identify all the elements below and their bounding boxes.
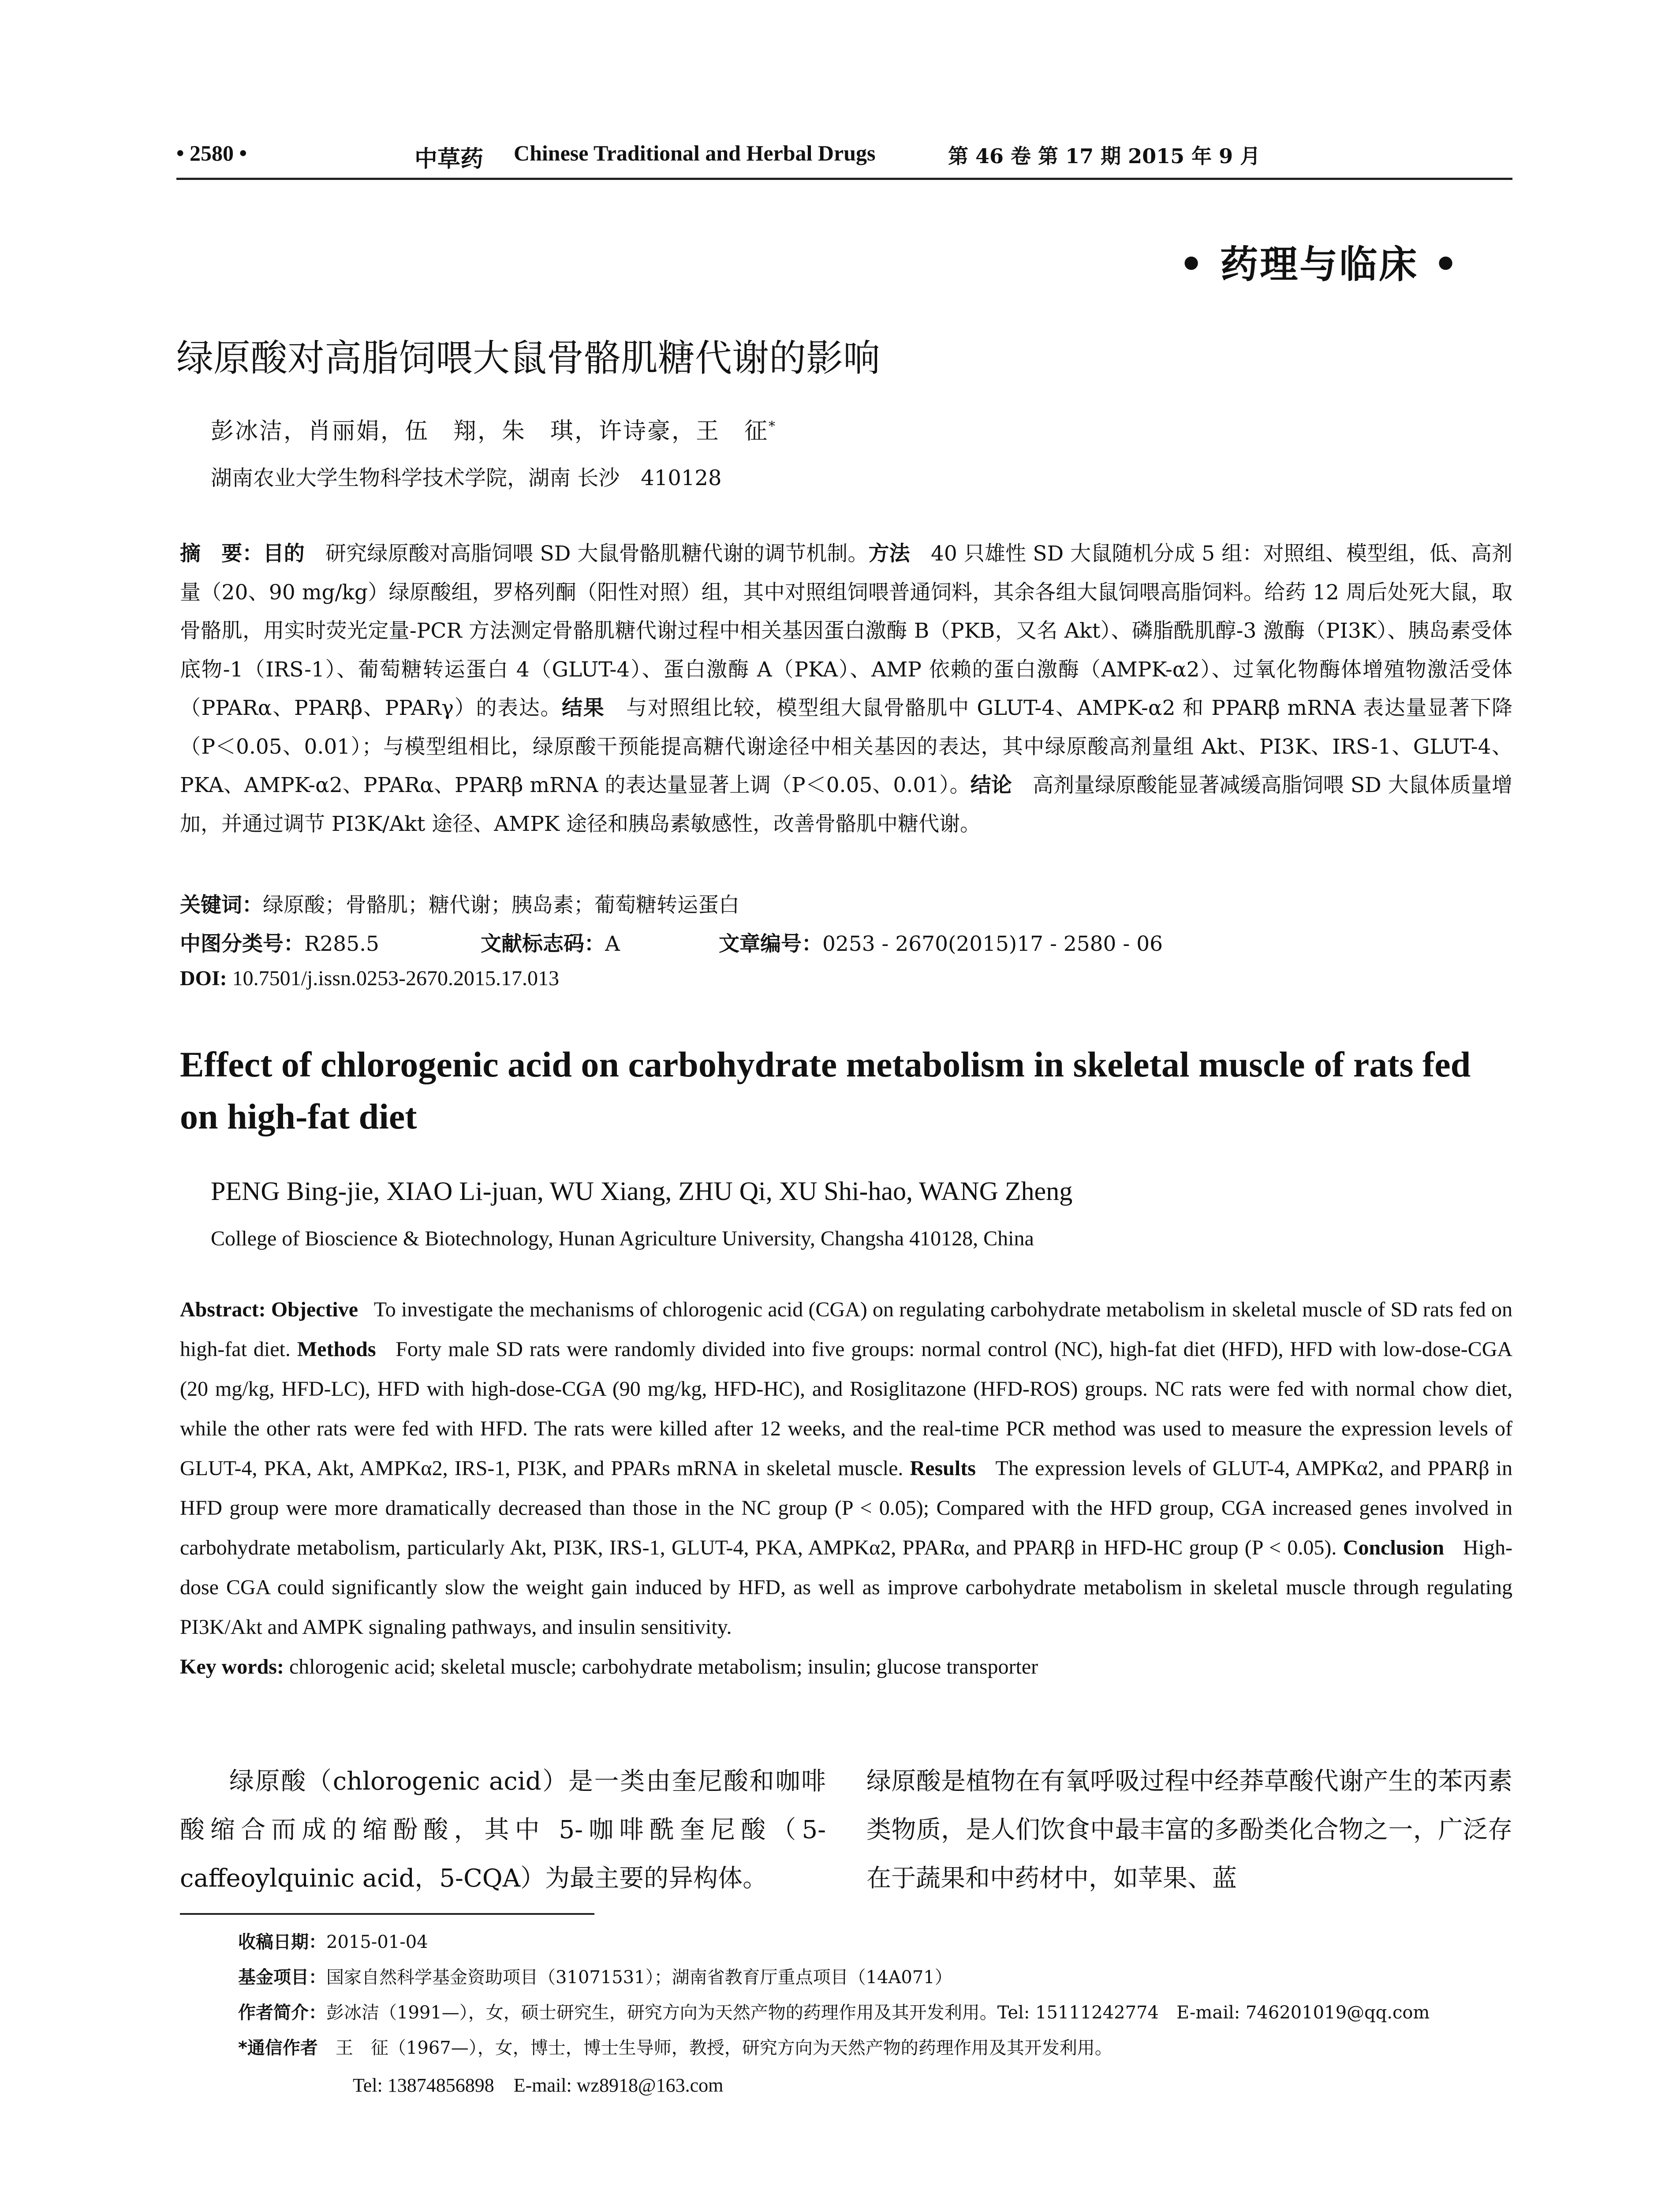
journal-name-cn: 中草药 xyxy=(414,146,484,172)
footnote-received xyxy=(238,1928,428,1953)
cn-keywords-label: 关键词： xyxy=(180,893,263,917)
en-authors: PENG Bing-jie, XIAO Li-juan, WU Xiang, ZHU Qi, XU Shi-hao, WANG Zheng xyxy=(211,1177,1073,1206)
footnote-corresponding xyxy=(238,2034,1113,2059)
journal-issue: 第 46 卷 第 17 期 2015 年 9 月 xyxy=(948,144,1261,168)
footnote-rule xyxy=(180,1913,594,1915)
en-keywords: chlorogenic acid; skeletal muscle; carbohydrate metabolism; insulin; glucose transporter xyxy=(289,1655,1038,1678)
en-title: Effect of chlorogenic acid on carbohydrate metabolism in skeletal muscle of rats fed on high-fat diet xyxy=(180,1044,1471,1136)
cn-clc-value: R285.5 xyxy=(304,932,379,956)
cn-doccode-label: 文献标志码： xyxy=(481,932,605,956)
en-abstract-label: Abstract: xyxy=(180,1298,266,1321)
cn-article-no-value: 0253 - 2670(2015)17 - 2580 - 06 xyxy=(822,932,1163,956)
body-column-left: 绿原酸（chlorogenic acid）是一类由奎尼酸和咖啡酸缩合而成的缩酚酸，其中 5-咖啡酰奎尼酸（5-caffeoylquinic acid，5-CQA）为最主要的异构体。 xyxy=(180,1767,826,1893)
doi-value[interactable]: 10.7501/j.issn.0253-2670.2015.17.013 xyxy=(232,967,560,990)
en-methods: Forty male SD rats were randomly divided into five groups: normal control (NC), high-fat diet (HFD), HFD with low-dose-CGA (20 mg/kg, HFD-LC), HFD with high-dose-CGA (90 mg/kg, HFD-HC), and Rosiglitazone (HFD-ROS) groups. NC rats were fed with normal chow diet, while the other rats were fed with HFD. The rats were killed after 12 weeks, and the real-time PCR method was used to measure the expression levels of GLUT-4, PKA, Akt, AMPKα2, IRS-1, PI3K, and PPARs mRNA in skeletal muscle. xyxy=(180,1338,1513,1480)
cn-article-no-label: 文章编号： xyxy=(719,932,822,956)
cn-affiliation: 湖南农业大学生物科学技术学院，湖南 长沙 410128 xyxy=(211,466,722,490)
cn-conclusion: 高剂量绿原酸能显著减缓高脂饲喂 SD 大鼠体质量增加，并通过调节 PI3K/Akt 途径、AMPK 途径和胰岛素敏感性，改善骨骼肌中糖代谢。 xyxy=(180,773,1512,836)
fund-label: 基金项目： xyxy=(238,1967,326,1988)
journal-name-en: Chinese Traditional and Herbal Drugs xyxy=(514,141,876,165)
en-abstract xyxy=(180,1290,1512,1687)
corresp-value: 王 征（1967—），女，博士，博士生导师，教授，研究方向为天然产物的药理作用及其开发利用。 xyxy=(335,2038,1113,2058)
corresp-label: *通信作者 xyxy=(238,2038,318,2058)
section-tag: • 药理与临床 • xyxy=(1179,242,1460,287)
doi xyxy=(180,966,559,990)
author-value: 彭冰洁（1991—），女，硕士研究生，研究方向为天然产物的药理作用及其开发利用。Tel: 15111242774 E-mail: 746201019@qq.com xyxy=(326,2003,1430,2023)
cn-authors xyxy=(211,412,777,445)
corresponding-mark: * xyxy=(769,419,777,434)
cn-methods: 40 只雄性 SD 大鼠随机分成 5 组：对照组、模型组，低、高剂量（20、90 mg/kg）绿原酸组，罗格列酮（阳性对照）组，其中对照组饲喂普通饲料，其余各组大鼠饲喂高脂饲料。给药 12 周后处死大鼠，取骨骼肌，用实时荧光定量-PCR 方法测定骨骼肌糖代谢过程中相关基因蛋白激酶 B（PKB，又名 Akt）、磷脂酰肌醇-3 激酶（PI3K）、胰岛素受体底物-1（IRS-1）、葡萄糖转运蛋白 4（GLUT-4）、蛋白激酶 A（PKA）、AMP 依赖的蛋白激酶（AMPK-α2）、过氧化物酶体增殖物激活受体（PPARα、PPARβ、PPARγ）的表达。 xyxy=(180,542,1513,720)
en-affiliation: College of Bioscience & Biotechnology, Hunan Agriculture University, Changsha 410128, China xyxy=(211,1227,1034,1250)
en-conclusion: High-dose CGA could significantly slow the weight gain induced by HFD, as well as improve carbohydrate metabolism in skeletal muscle through regulating PI3K/Akt and AMPK signaling pathways, and insulin sensitivity. xyxy=(180,1536,1513,1639)
en-objective-label: Objective xyxy=(271,1298,358,1321)
en-methods-label: Methods xyxy=(297,1338,376,1361)
en-results: The expression levels of GLUT-4, AMPKα2, and PPARβ in HFD group were more dramatically decreased than those in the NC group (P < 0.05); Compared with the HFD group, CGA increased genes involved in carbohydrate metabolism, particularly Akt, PI3K, IRS-1, GLUT-4, PKA, AMPKα2, PPARα, and PPARβ in HFD-HC group (P < 0.05). xyxy=(180,1457,1513,1559)
cn-conclusion-label: 结论 xyxy=(970,773,1012,797)
cn-keywords xyxy=(180,889,739,918)
cn-doccode-value: A xyxy=(605,932,620,956)
cn-results-label: 结果 xyxy=(562,696,605,720)
author-label: 作者简介： xyxy=(238,2003,326,2023)
cn-objective-label: 目的 xyxy=(263,542,305,566)
page-number: • 2580 • xyxy=(176,141,247,165)
cn-results: 与对照组比较，模型组大鼠骨骼肌中 GLUT-4、AMPK-α2 和 PPARβ mRNA 表达量显著下降（P＜0.05、0.01）；与模型组相比，绿原酸干预能提高糖代谢途径中相关基因的表达，其中绿原酸高剂量组 Akt、PI3K、IRS-1、GLUT-4、PKA、AMPK-α2、PPARα、PPARβ mRNA 的表达量显著上调（P＜0.05、0.01）。 xyxy=(180,696,1513,797)
fund-value: 国家自然科学基金资助项目（31071531）；湖南省教育厅重点项目（14A071） xyxy=(326,1967,952,1988)
received-value: 2015-01-04 xyxy=(326,1932,428,1952)
cn-methods-label: 方法 xyxy=(868,542,910,566)
footnote-author xyxy=(238,1999,1430,2024)
header-rule xyxy=(176,178,1512,180)
footnote-fund xyxy=(238,1963,952,1988)
cn-clc-label: 中图分类号： xyxy=(180,932,304,956)
en-keywords-label: Key words: xyxy=(180,1655,284,1678)
en-results-label: Results xyxy=(910,1457,976,1480)
received-label: 收稿日期： xyxy=(238,1932,326,1952)
en-objective: To investigate the mechanisms of chlorogenic acid (CGA) on regulating carbohydrate metabolism in skeletal muscle of SD rats fed on high-fat diet. xyxy=(180,1298,1513,1361)
cn-title: 绿原酸对高脂饲喂大鼠骨骼肌糖代谢的影响 xyxy=(176,336,881,380)
body-column-right: 绿原酸是植物在有氧呼吸过程中经莽草酸代谢产生的苯丙素类物质，是人们饮食中最丰富的多酚类化合物之一，广泛存在于蔬果和中药材中，如苹果、蓝 xyxy=(866,1767,1512,1893)
cn-objective: 研究绿原酸对高脂饲喂 SD 大鼠骨骼肌糖代谢的调节机制。 xyxy=(325,542,869,566)
cn-keywords-text: 绿原酸；骨骼肌；糖代谢；胰岛素；葡萄糖转运蛋白 xyxy=(263,893,739,917)
cn-abstract-label: 摘 要： xyxy=(180,542,263,566)
footnote-corresponding-contact: Tel: 13874856898 E-mail: wz8918@163.com xyxy=(353,2074,724,2096)
cn-article-no xyxy=(719,927,1163,957)
cn-abstract xyxy=(180,534,1512,843)
cn-doccode xyxy=(481,927,620,957)
cn-clc xyxy=(180,927,379,957)
doi-label: DOI: xyxy=(180,967,227,990)
en-conclusion-label: Conclusion xyxy=(1343,1536,1445,1559)
cn-author-names: 彭冰洁，肖丽娟，伍 翔，朱 琪，许诗豪，王 征 xyxy=(211,418,769,445)
